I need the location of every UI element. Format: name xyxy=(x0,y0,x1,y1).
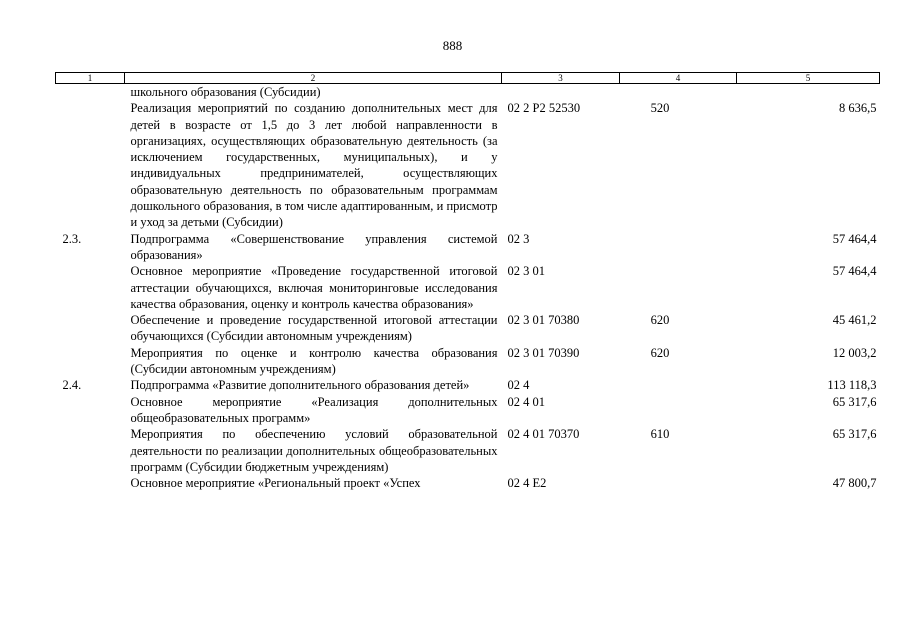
budget-code xyxy=(502,84,620,101)
item-name: Основное мероприятие «Проведение государственной итоговой аттестации обучающихся, включая мониторинговые исследования качества образования, оценку и контроль качества образования» xyxy=(130,264,498,311)
budget-code: 02 4 01 xyxy=(507,394,545,409)
row-number xyxy=(56,475,125,491)
expense-type: 520 xyxy=(650,101,670,116)
item-name: Реализация мероприятий по созданию дополнительных мест для детей в возрасте от 1,5 до 3 лет любой направленности в организациях, осуществляющих образовательную деятельность (за исключением государственных, муниципальных), и у индивидуальных предпринимателей, осуществляющих образовательную деятельность по образовательным программам дошкольного образования, в том числе адаптированным, и присмотр и уход за детьми (Субсидии) xyxy=(130,101,498,230)
amount: 113 118,3 xyxy=(827,378,877,393)
item-name: Обеспечение и проведение государственной итоговой аттестации обучающихся (Субсидии автономным учреждениям) xyxy=(130,313,498,344)
expense-type: 620 xyxy=(650,313,670,328)
budget-code: 02 4 xyxy=(507,378,530,393)
column-number: 5 xyxy=(737,73,880,84)
table-row xyxy=(56,312,880,345)
item-name: Мероприятия по обеспечению условий образовательной деятельности по реализации дополнительных общеобразовательных программ (Субсидии бюджетным учреждениям) xyxy=(130,427,498,474)
column-number: 2 xyxy=(125,73,502,84)
row-number xyxy=(56,345,125,378)
item-name: школьного образования (Субсидии) xyxy=(130,85,321,99)
column-number-row xyxy=(56,73,880,84)
item-name: Подпрограмма «Развитие дополнительного образования детей» xyxy=(130,378,470,393)
row-number xyxy=(56,100,125,230)
budget-code: 02 3 01 70380 xyxy=(507,313,580,328)
expense-type xyxy=(620,394,737,427)
amount: 57 464,4 xyxy=(832,264,877,279)
table-row xyxy=(56,100,880,230)
table-row xyxy=(56,263,880,312)
item-name: Подпрограмма «Совершенствование управления системой образования» xyxy=(130,231,498,262)
row-number xyxy=(56,84,125,101)
table-row xyxy=(56,231,880,264)
budget-code: 02 3 01 xyxy=(507,264,545,279)
budget-code: 02 4 01 70370 xyxy=(507,427,580,442)
table-row xyxy=(56,377,880,393)
expense-type xyxy=(620,231,737,264)
amount: 57 464,4 xyxy=(832,231,877,246)
table-row xyxy=(56,394,880,427)
column-number: 1 xyxy=(56,73,125,84)
expense-type: 620 xyxy=(650,345,670,360)
budget-code: 02 3 xyxy=(507,231,530,246)
expense-type: 610 xyxy=(650,427,670,442)
table-row xyxy=(56,345,880,378)
item-name: Основное мероприятие «Региональный проект «Успех xyxy=(130,476,421,491)
table-row xyxy=(56,84,880,101)
amount: 47 800,7 xyxy=(832,476,877,491)
item-name: Основное мероприятие «Реализация дополнительных общеобразовательных программ» xyxy=(130,394,498,425)
row-number xyxy=(56,263,125,312)
column-number: 3 xyxy=(502,73,620,84)
expense-type xyxy=(620,377,737,393)
row-number: 2.4. xyxy=(62,378,82,393)
page-number: 888 xyxy=(442,38,463,53)
budget-code: 02 2 P2 52530 xyxy=(507,101,581,116)
expense-type xyxy=(620,263,737,312)
row-number: 2.3. xyxy=(62,231,82,246)
budget-code: 02 3 01 70390 xyxy=(507,345,580,360)
budget-table xyxy=(55,72,880,491)
expense-type xyxy=(620,84,737,101)
amount: 65 317,6 xyxy=(832,427,877,442)
expense-type xyxy=(620,475,737,491)
row-number xyxy=(56,394,125,427)
amount: 12 003,2 xyxy=(832,345,877,360)
amount: 45 461,2 xyxy=(832,313,877,328)
row-number xyxy=(56,312,125,345)
amount: 65 317,6 xyxy=(832,394,877,409)
amount: 8 636,5 xyxy=(839,101,877,116)
amount xyxy=(737,84,880,101)
item-name: Мероприятия по оценке и контролю качества образования (Субсидии автономным учреждениям) xyxy=(130,345,498,377)
table-row xyxy=(56,475,880,491)
table-row xyxy=(56,426,880,475)
row-number xyxy=(56,426,125,475)
budget-code: 02 4 E2 xyxy=(507,476,547,491)
column-number: 4 xyxy=(620,73,737,84)
